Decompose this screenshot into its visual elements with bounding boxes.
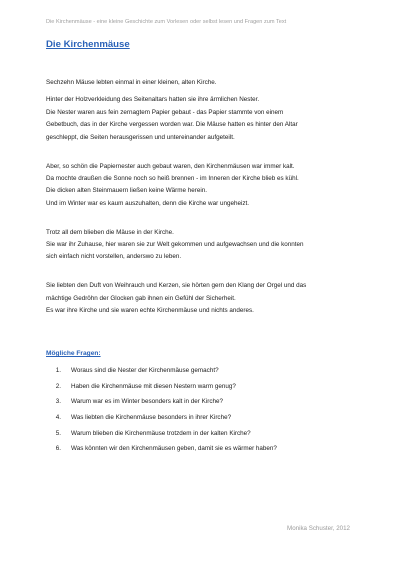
story-line: Und im Winter war es kaum auszuhalten, denn die Kirche war ungeheizt. [46,199,250,207]
questions-list [46,363,366,457]
story-line: Die Nester waren aus fein zernagtem Papier gebaut - das Papier stammte von einem [46,108,284,116]
document-title: Die Kirchenmäuse [46,39,130,50]
questions-heading: Mögliche Fragen: [46,350,101,357]
question-text: Was liebten die Kirchenmäuse besonders in ihrer Kirche? [71,414,232,422]
question-text: Warum war es im Winter besonders kalt in der Kirche? [71,398,223,406]
question-item [46,426,366,442]
question-item [46,363,366,379]
question-number: 4. [55,414,61,422]
story-line: sich einfach nicht vorstellen, anderswo zu leben. [46,253,182,261]
question-number: 2. [55,382,61,390]
story-line: Hinter der Holzverkleidung des Seitenaltars hatten sie ihre ärmlichen Nester. [46,96,260,104]
question-text: Warum blieben die Kirchenmäuse trotzdem in der kalten Kirche? [71,429,251,437]
story-line: Sie liebten den Duft von Weihrauch und Kerzen, sie hörten gern den Klang der Orgel und das [46,282,307,290]
story-line: Da mochte draußen die Sonne noch so heiß brennen - im Inneren der Kirche blieb es kühl. [46,174,299,182]
question-number: 1. [55,367,61,374]
story-line: Gebetbuch, das in der Kirche vergessen worden war. Die Mäuse hatten es hinter den Altar [46,121,298,129]
question-number: 3. [55,398,61,406]
story-paragraph-4 [46,280,366,317]
question-item [46,394,366,410]
story-line: Trotz all dem blieben die Mäuse in der Kirche. [46,228,174,236]
story-body [46,77,366,334]
question-number: 5. [55,429,61,437]
question-text: Was könnten wir den Kirchenmäusen geben, damit sie es wärmer haben? [71,445,277,453]
story-line: mächtige Gedröhn der Glocken gab ihnen ein Gefühl der Sicherheit. [46,294,236,302]
question-text: Haben die Kirchenmäuse mit diesen Nestern warm genug? [71,382,236,390]
story-line: Es war ihre Kirche und sie waren echte Kirchenmäuse und nichts anderes. [46,307,254,315]
story-paragraph-3 [46,227,366,264]
story-line: Sechzehn Mäuse lebten einmal in einer kleinen, alten Kirche. [46,79,217,86]
footer-credit: Monika Schuster, 2012 [287,525,350,532]
story-paragraph-1 [46,77,366,144]
question-item [46,379,366,395]
story-paragraph-2 [46,161,366,211]
question-item [46,410,366,426]
story-line: Aber, so schön die Papiernester auch gebaut waren, den Kirchenmäusen war immer kalt. [46,162,295,170]
story-line: Sie war ihr Zuhause, hier waren sie zur Welt gekommen und aufgewachsen und die konnten [46,241,304,249]
question-text: Woraus sind die Nester der Kirchenmäuse gemacht? [71,367,219,374]
question-number: 6. [55,445,61,453]
question-item [46,441,366,457]
story-line: geschleppt, die Seiten herausgerissen und untereinander aufgeteilt. [46,133,235,141]
running-header: Die Kirchenmäuse - eine kleine Geschichte zum Vorlesen oder selbst lesen und Fragen zum Text [46,19,287,25]
story-line: Die dicken alten Steinmauern ließen keine Wärme herein. [46,187,208,195]
